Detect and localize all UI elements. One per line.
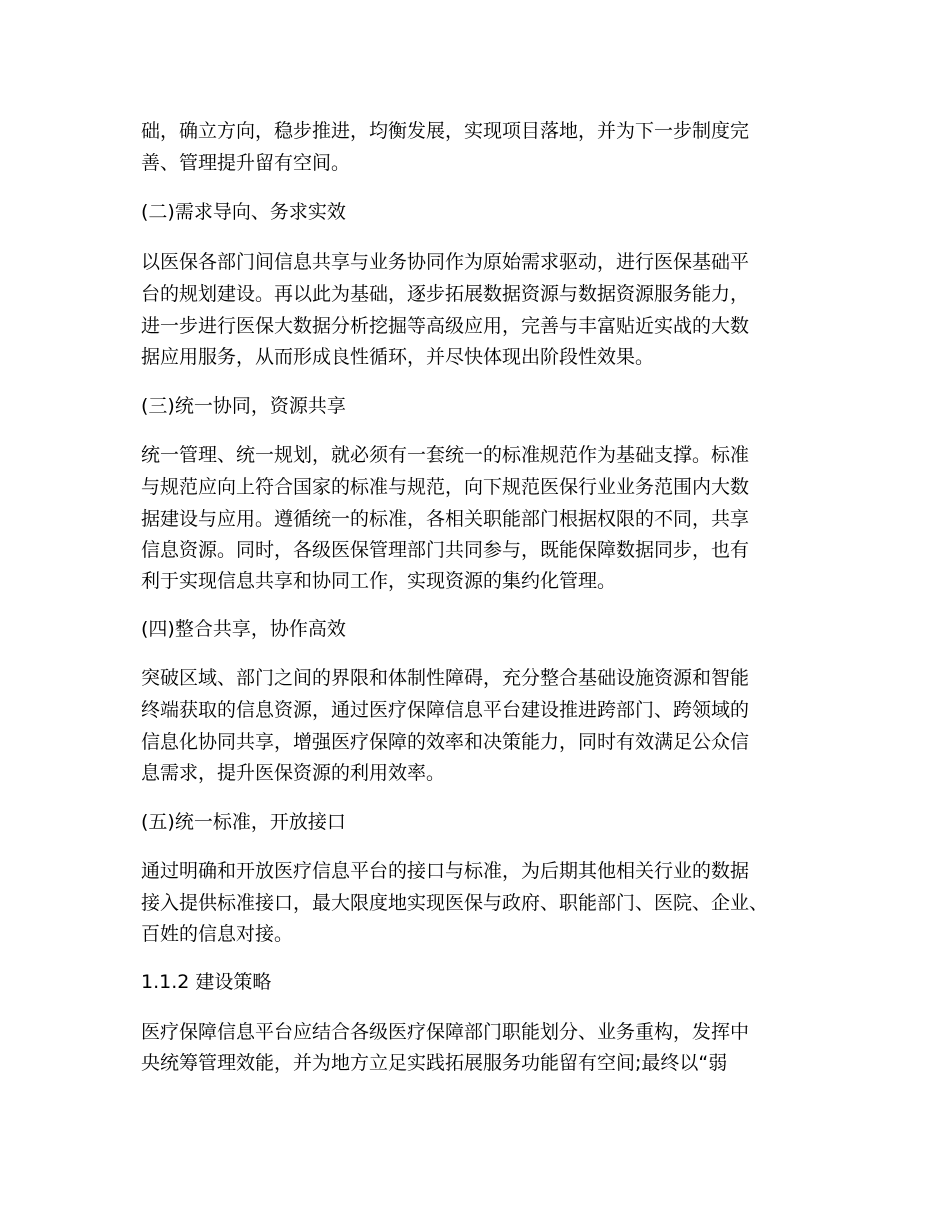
paragraph-line: 通过明确和开放医疗信息平台的接口与标准，为后期其他相关行业的数据	[141, 860, 750, 882]
paragraph-line: 央统筹管理效能，并为地方立足实践拓展服务功能留有空间;最终以“弱	[141, 1052, 728, 1074]
paragraph-line: 终端获取的信息资源，通过医疗保障信息平台建设推进跨部门、跨领域的	[141, 699, 750, 721]
paragraph-line: 据建设与应用。遵循统一的标准，各相关职能部门根据权限的不同，共享	[141, 508, 750, 530]
paragraph-line: 接入提供标准接口，最大限度地实现医保与政府、职能部门、医院、企业、	[141, 892, 769, 914]
section-heading: (四)整合共享，协作高效	[141, 618, 346, 640]
paragraph-line: 以医保各部门间信息共享与业务协同作为原始需求驱动，进行医保基础平	[141, 251, 750, 273]
paragraph-line: 医疗保障信息平台应结合各级医疗保障部门职能划分、业务重构，发挥中	[141, 1021, 750, 1043]
paragraph-line: 善、管理提升留有空间。	[141, 152, 351, 174]
section-heading: (三)统一协同，资源共享	[141, 395, 346, 417]
subsection-heading: 1.1.2 建设策略	[141, 971, 272, 993]
paragraph-line: 信息资源。同时，各级医保管理部门共同参与，既能保障数据同步，也有	[141, 539, 750, 561]
paragraph-line: 利于实现信息共享和协同工作，实现资源的集约化管理。	[141, 570, 617, 592]
paragraph-line: 统一管理、统一规划，就必须有一套统一的标准规范作为基础支撑。标准	[141, 444, 750, 466]
paragraph-line: 息需求，提升医保资源的利用效率。	[141, 762, 446, 784]
section-heading: (五)统一标准，开放接口	[141, 811, 346, 833]
paragraph-line: 与规范应向上符合国家的标准与规范，向下规范医保行业业务范围内大数	[141, 476, 750, 498]
paragraph-line: 台的规划建设。再以此为基础，逐步拓展数据资源与数据资源服务能力，	[141, 283, 750, 305]
section-heading: (二)需求导向、务求实效	[141, 201, 346, 223]
paragraph-line: 百姓的信息对接。	[141, 923, 294, 945]
paragraph-line: 据应用服务，从而形成良性循环，并尽快体现出阶段性效果。	[141, 346, 655, 368]
paragraph-line: 突破区域、部门之间的界限和体制性障碍，充分整合基础设施资源和智能	[141, 667, 750, 689]
paragraph-line: 进一步进行医保大数据分析挖掘等高级应用，完善与丰富贴近实战的大数	[141, 315, 750, 337]
paragraph-line: 础，确立方向，稳步推进，均衡发展，实现项目落地，并为下一步制度完	[141, 120, 750, 142]
paragraph-line: 信息化协同共享，增强医疗保障的效率和决策能力，同时有效满足公众信	[141, 731, 750, 753]
